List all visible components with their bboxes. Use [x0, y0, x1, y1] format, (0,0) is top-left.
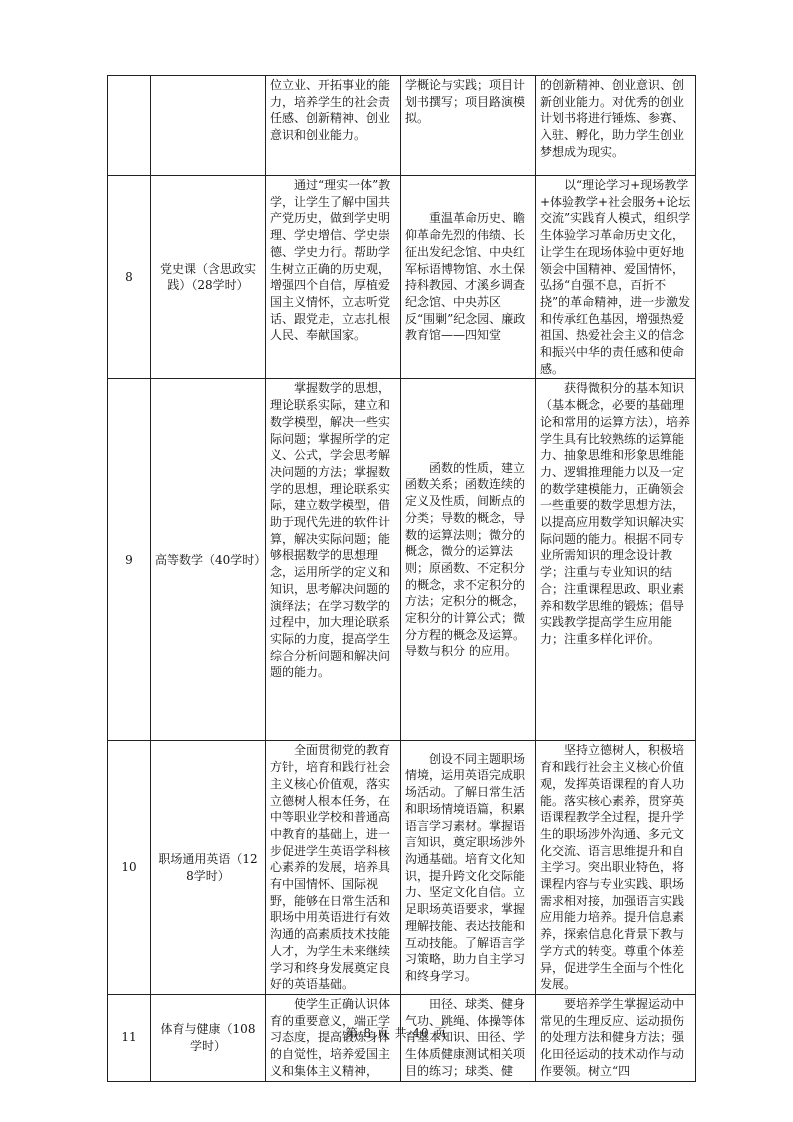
course-requirement: 的创新精神、创业意识、创新创业能力。对优秀的创业计划书将进行锤炼、参赛、入驻、孵化，助力学生创业梦想成为现实。 [536, 76, 696, 176]
table-row [108, 741, 696, 995]
course-objective: 使学生正确认识体育的重要意义，端正学习态度，提高锻炼身体的自觉性，培养爱国主义和集体主义精神， [266, 994, 401, 1081]
course-name: 体育与健康（108学时） [151, 994, 266, 1081]
row-number: 11 [108, 994, 151, 1081]
row-number [108, 76, 151, 176]
course-content: 学概论与实践；项目计划书撰写；项目路演模拟。 [401, 76, 536, 176]
row-number: 10 [108, 741, 151, 995]
course-requirement: 以“理论学习+现场教学+体验教学+社会服务+论坛交流”实践育人模式，组织学生体验学习革命历史文化，让学生在现场体验中更好地领会中国精神、爱国情怀，弘扬“自强不息，百折不挠”的革命精神，进一步激发和传承红色基因，增强热爱祖国、热爱社会主义的信念和振兴中华的责任感和使命感。 [536, 176, 696, 379]
course-name: 职场通用英语（128学时） [151, 741, 266, 995]
course-requirement: 获得微积分的基本知识（基本概念，必要的基础理论和常用的运算方法），培养学生具有比较熟练的运算能力、抽象思维和形象思维能力、逻辑推理能力以及一定的数学建模能力，正确领会一些重要的数学思想方法，以提高应用数学知识解决实际问题的能力。根据不同专业所需知识的理念设计教学；注重与专业知识的结合；注重课程思政、职业素养和数学思维的锻炼；倡导实践教学提高学生应用能力；注重多样化评价。 [536, 379, 696, 741]
table-row [108, 76, 696, 176]
course-objective: 全面贯彻党的教育方针，培育和践行社会主义核心价值观，落实立德树人根本任务，在中等职业学校和普通高中教育的基础上，进一步促进学生英语学科核心素养的发展，培养具有中国情怀、国际视野，能够在日常生活和职场中用英语进行有效沟通的高素质技术技能人才，为学生未来继续学习和终身发展奠定良好的英语基础。 [266, 741, 401, 995]
course-objective: 掌握数学的思想，理论联系实际，建立和数学模型，解决一些实际问题；掌握所学的定义、公式，学会思考解决问题的方法；掌握数学的思想，理论联系实际，建立数学模型，借助于现代先进的软件计算，解决实际问题；能够根据数学的思想理念，运用所学的定义和知识，思考解决问题的演绎法；在学习数学的过程中，加大理论联系实际的力度，提高学生综合分析问题和解决问题的能力。 [266, 379, 401, 741]
row-number: 9 [108, 379, 151, 741]
page-number-label: 第 8 页 共 40 页 [345, 1026, 448, 1040]
page-footer [0, 1024, 793, 1041]
course-content: 田径、球类、健身气功、跳绳、体操等体育基本知识、田径、学生体质健康测试相关项目的练习；球类、健 [401, 994, 536, 1081]
course-name [151, 76, 266, 176]
course-name: 高等数学（40学时） [151, 379, 266, 741]
course-objective: 位立业、开拓事业的能力，培养学生的社会责任感、创新精神、创业意识和创业能力。 [266, 76, 401, 176]
row-number: 8 [108, 176, 151, 379]
course-requirement: 坚持立德树人，积极培育和践行社会主义核心价值观，发挥英语课程的育人功能。落实核心素养，贯穿英语课程教学全过程，提升学生的职场涉外沟通、多元文化交流、语言思维提升和自主学习。突出职业特色，将课程内容与专业实践、职场需求相对接，加强语言实践应用能力培养。提升信息素养，探索信息化背景下教与学方式的转变。尊重个体差异，促进学生全面与个性化发展。 [536, 741, 696, 995]
table-row [108, 379, 696, 741]
curriculum-table [107, 75, 696, 1082]
course-content: 函数的性质，建立函数关系；函数连续的定义及性质，间断点的分类；导数的概念，导数的运算法则；微分的概念，微分的运算法则；原函数、不定积分的概念，求不定积分的方法；定积分的概念，定积分的计算公式；微分方程的概念及运算。导数与积分 的应用。 [401, 379, 536, 741]
table-row [108, 176, 696, 379]
course-requirement: 要培养学生掌握运动中常见的生理反应、运动损伤的处理方法和健身方法；强化田径运动的技术动作与动作要领。树立“四 [536, 994, 696, 1081]
course-content: 重温革命历史、瞻仰革命先烈的伟绩、长征出发纪念馆、中央红军标语博物馆、水土保持科教园、才溪乡调查纪念馆、中央苏区反“围剿”纪念园、廉政教育馆——四知堂 [401, 176, 536, 379]
course-objective: 通过“理实一体”教学，让学生了解中国共产党历史，做到学史明理、学史增信、学史崇德、学史力行。帮助学生树立正确的历史观，增强四个自信，厚植爱国主义情怀，立志听党话、跟党走，立志扎根人民、奉献国家。 [266, 176, 401, 379]
course-content: 创设不同主题职场情境，运用英语完成职场活动。了解日常生活和职场情境语篇，积累语言学习素材。掌握语言知识，奠定职场涉外沟通基础。培育文化知识，提升跨文化交际能力、坚定文化自信。立足职场英语要求，掌握理解技能、表达技能和互动技能。了解语言学习策略，助力自主学习和终身学习。 [401, 741, 536, 995]
course-name: 党史课（含思政实践）（28学时） [151, 176, 266, 379]
